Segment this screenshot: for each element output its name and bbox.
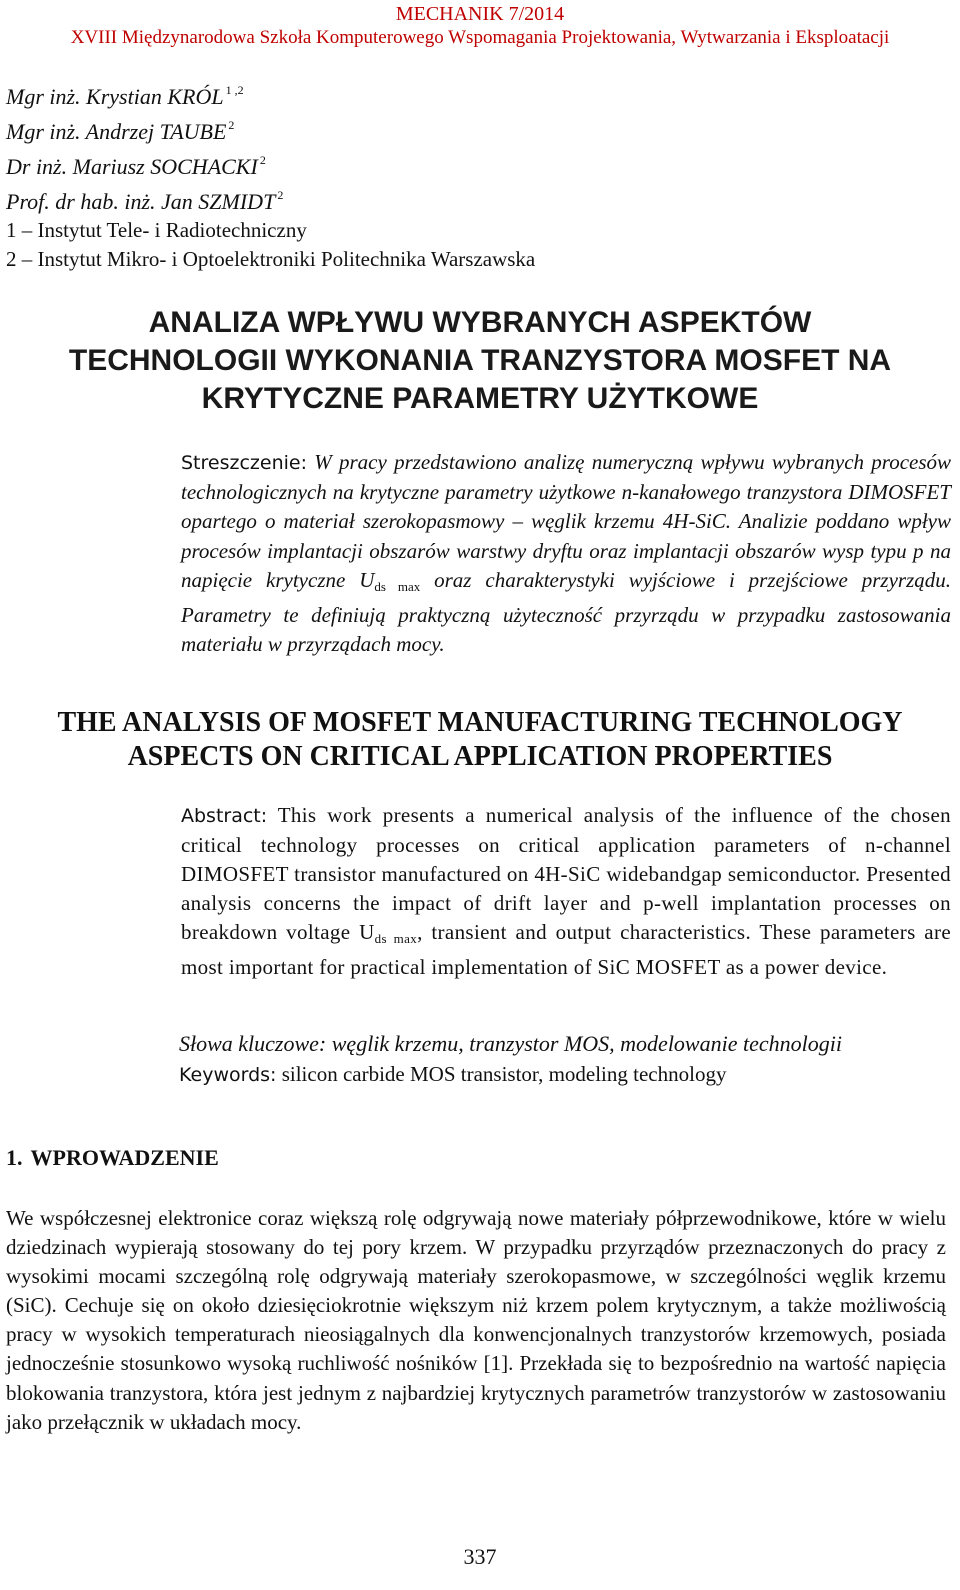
title-polish-line-2: TECHNOLOGII WYKONANIA TRANZYSTORA MOSFET NA (68, 344, 892, 377)
abstract-polish-label: Streszczenie: (181, 452, 307, 474)
journal-name: MECHANIK 7/2014 (395, 3, 565, 25)
title-english-line-2: ASPECTS ON CRITICAL APPLICATION PROPERTIES (127, 741, 833, 772)
title-polish (0, 304, 960, 418)
section-title: WPROWADZENIE (30, 1145, 219, 1170)
keywords-polish: Słowa kluczowe: węglik krzemu, tranzystor MOS, modelowanie technologii (179, 1031, 842, 1056)
author-3: Dr inż. Mariusz SOCHACKI $^2$ (6, 153, 266, 179)
author-1: Mgr inż. Krystian KRÓL $^{1 ,2}$ (6, 83, 244, 109)
subscript-ds-max: ds max (374, 931, 418, 946)
conference-name: XVIII Międzynarodowa Szkoła Komputerowego Wspomagania Projektowania, Wytwarzania i Eksploatacji (70, 27, 890, 48)
section-number: 1. (6, 1145, 23, 1170)
affiliation-2: 2 – Instytut Mikro- i Optoelektroniki Politechnika Warszawska (6, 247, 536, 271)
section-heading (6, 1143, 219, 1173)
abstract-polish (181, 448, 951, 659)
author-2: Mgr inż. Andrzej TAUBE $^2$ (6, 118, 235, 144)
abstract-english-label: Abstract: (181, 805, 268, 827)
page-number: 337 (463, 1544, 497, 1569)
affiliation-1: 1 – Instytut Tele- i Radiotechniczny (6, 218, 307, 242)
author-4: Prof. dr hab. inż. Jan SZMIDT $^2$ (6, 188, 284, 214)
keywords-english-label: Keywords: (179, 1064, 277, 1086)
subscript-ds-max: ds max (374, 578, 421, 594)
page-header (0, 2, 960, 50)
title-english (0, 706, 960, 774)
keywords-block (179, 1029, 949, 1090)
title-polish-line-1: ANALIZA WPŁYWU WYBRANYCH ASPEKTÓW (148, 306, 812, 339)
abstract-english (181, 801, 951, 982)
abstract-polish-text: W pracy przedstawiono analizę numeryczną wpływu wybranych procesów technologicznych na krytyczne parametry użytkowe n-kanałowego tranzystora DIMOSFET opartego o materiał szerokopasmowy – węglik krzemu 4H-SiC. Analizie poddano wpływ procesów implantacji obszarów warstwy dryftu oraz implantacji obszarów wysp typu p na napięcie krytyczne $U_{ds max}$ oraz charakterystyki wyjściowe i przejściowe przyrządu. Parametry te definiują praktyczną użyteczność przyrządu w przypadku zastosowania materiału w przyrządach mocy. (181, 450, 952, 657)
author-block (6, 76, 535, 274)
intro-paragraph: We współczesnej elektronice coraz większą rolę odgrywają nowe materiały półprzewodnikowe, które w wielu dziedzinach wypierają stosowany do tej pory krzem. W przypadku przyrządów przeznaczonych do pracy z wysokimi mocami szczególną rolę odgrywają materiały szerokopasmowe, w szczególności węglik krzemu (SiC). Cechuje się on około dziesięciokrotnie większym niż krzem polem krytycznym, a także możliwością pracy w wysokich temperaturach nieosiągalnych dla konwencjonalnych tranzystorów krzemowych, posiada jednocześnie stosunkowo wysoką ruchliwość nośników [1]. Przekłada się to bezpośrednio na wartość napięcia blokowania tranzystora, która jest jednym z najbardziej krytycznych parametrów tranzystorów w zastosowaniu jako przełącznik w układach mocy. (6, 1206, 946, 1434)
keywords-english: Keywords: silicon carbide MOS transistor, modeling technology (179, 1062, 727, 1086)
title-polish-line-3: KRYTYCZNE PARAMETRY UŻYTKOWE (201, 382, 759, 415)
abstract-english-text: This work presents a numerical analysis of the influence of the chosen critical technology processes on critical application parameters of n-channel DIMOSFET transistor manufactured on 4H-SiC widebandgap semiconductor. Presented analysis concerns the impact of drift layer and p-well implantation processes on breakdown voltage $U_{ds max}$, transient and output characteristics. These parameters are most important for practical implementation of SiC MOSFET as a power device. (181, 803, 951, 979)
title-english-line-1: THE ANALYSIS OF MOSFET MANUFACTURING TECHNOLOGY (57, 707, 903, 738)
